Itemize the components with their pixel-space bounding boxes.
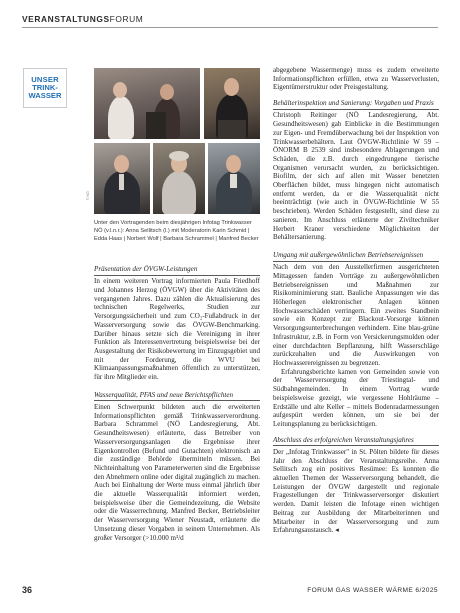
heading-rule [94,400,260,401]
paragraph: Christoph Reitinger (NÖ Landesregierung, Abt. Gesundheitswesen) gab Einblicke in die Bestimmungen zur Eigen- und Fremdüberwachung bei der Inspektion von Trinkwasserbehältern. Laut ÖVGW-Richtlinie W 59 – ÖNORM B 2539 sind insbesondere Ablagerungen und Schäden, die z.B. durch eingedrungene tierische Organismen verursacht wurden, zu berücksichtigen. Biofilm, der sich auf allen mit Wasser benetzten Oberflächen bildet, muss hingegen nicht automatisch entfernt werden, da er die Wasserqualität nicht beeinträchtigt (wie auch in ÖVGW-Richtlinie W 55 beschrieben). Werden Schäden festgestellt, sind diese zu sanieren. Im Anschluss erläuterte der Ziviltechniker Herbert Kraner verschiedene Möglichkeiten der Behältersanierung. [273,111,439,242]
photo-speaker-woman-2 [153,143,205,214]
paragraph: In einem weiteren Vortrag informierten Paula Friedhoff und Johannes Herzog (ÖVGW) über die Aktivitäten des vergangenen Jahres. Dazu zählen die Aktualisierung des technischen Regelwerks, Studien zur Versorgungssicherheit und zum CO₂-Fußabdruck in der Wasserversorgung sowie das ÖVGW-Benchmarking. Darüber hinaus setzte sich die Vereinigung in ihrer Funktion als Interessenvertretung beispielsweise bei der Ausgestaltung der Risikobewertung im Einzugsgebiet und mit der Forderung, die WVU bei Klimaanpassungsmaßnahmen öffentlich zu unterstützen, für ihre Mitglieder ein. [94,277,260,382]
photo-speakers-podium [94,68,200,139]
header-rule [22,27,438,28]
photo-credit: © NÖ [86,191,90,200]
paragraph: Nach dem von den Ausstellerfirmen ausgerichteten Mittagessen fanden Vorträge zu außergewöhnlichen Betriebsereignissen und Maßnahmen zur Risikominimierung statt. Bauliche Anpassungen wie das Höherlegen elektronischer Anlagen können Hochwasserschäden verringern. Ein zweites Standbein sowie ein Konzept zur Blackout-Vorsorge können Versorgungsunterbrechungen verhindern. Eine blau-grüne Infrastruktur, z.B. in Form von Versickerungsmulden oder einer durchdachten Bepflanzung, hilft Wasserschläge zurückzuhalten und die Auswirkungen von Hochwasserereignissen zu begrenzen. [273,263,439,367]
heading-rule [273,445,439,446]
page-number: 36 [22,585,33,595]
section-header: VERANSTALTUNGSFORUM [22,14,144,24]
right-column [273,66,439,535]
heading-rule [94,275,260,276]
heading-betriebsereignisse: Umgang mit außergewöhnlichen Betriebsereignissen [273,250,424,259]
unser-trinkwasser-logo [23,68,67,108]
photo-speaker-man-2 [208,143,260,214]
heading-rule [273,109,439,110]
paragraph: abgegebene Wassermenge) muss es zudem erweiterte Informationspflichten erfüllen, etwa zu Wasserverlusten, Eigentümerstruktur oder Preisgestaltung. [273,66,439,92]
logo-line-1: UNSER [31,75,59,84]
heading-oevgw-leistungen: Präsentation der ÖVGW-Leistungen [94,265,198,273]
photo-speaker-man-1 [94,143,150,214]
photo-caption: Unter den Vortragenden beim diesjährigen Infotag Trinkwasser NÖ (v.l.n.r.): Anna Sellitsch (l.) mit Moderatorin Karin Schmid | Edda Haas | Norbert Wolf | Barbara Schrammel | Manfred Becker [94,220,259,242]
heading-behaelterinspektion: Behälterinspektion und Sanierung: Vorgaben und Praxis [273,99,434,108]
paragraph: Erfahrungsberichte kamen von Gemeinden sowie von der Wasserversorgung der Triestingtal- und Südbahngemeinden. In einem Vortrag wurde beispielsweise gezeigt, wie vergessene Hohlräume – Erdställe und alte Keller – mittels Bodenradarmessungen aufgespürt werden können, um sie bei der Leitungsplanung zu berücksichtigen. [273,367,439,428]
publication-footer: FORUM GAS WASSER WÄRME 6/2025 [307,587,438,594]
photo-speaker-woman-1 [204,68,260,139]
paragraph: Einen Schwerpunkt bildeten auch die erweiterten Informationspflichten gemäß Trinkwasserverordnung. Barbara Schrammel (NÖ Landesregierung, Abt. Gesundheitswesen) erläuterte, dass Betreiber von Wasserversorgungsanlagen die Ergebnisse ihrer Eigenkontrollen (Befund und Gutachten) elektronisch an die zuständige Behörde übermitteln müssen. Bei Nichteinhaltung von Parameterwerten sind die Ergebnisse den Abnehmern online oder digital zugänglich zu machen. Auch bei Einhaltung der Werte muss einmal jährlich über die aktuelle Wasserqualität informiert werden, beispielsweise über die Gemeindezeitung, die Website oder die Wasserrechnung. Manfred Becker, Betriebsleiter der Wasserversorgung Wiener Neustadt, erläuterte die Umsetzung dieser Vorgaben in seinem Unternehmen. Als großer Versorger (>10.000 m³/d [94,403,260,542]
heading-rule [273,261,439,262]
logo-line-2: TRINK- [32,83,58,92]
left-column [94,265,260,542]
paragraph: Der „Infotag Trinkwasser" in St. Pölten bildete für dieses Jahr den Abschluss der Veranstaltungsreihe. Anna Sellitsch zog ein positives Resümee: Es konnten die aktuellen Themen der Wasserversorgung behandelt, die Leistungen der ÖVGW dargestellt und regionale Fragestellungen der Trinkwasserversorger diskutiert werden. Damit leisten die Infotage einen wichtigen Beitrag zur Ausbildung der Mitarbeiterinnen und Mitarbeiter in der Wasserversorgung und zum Erfahrungsaustausch. ◂ [273,447,439,535]
heading-wasserqualitaet: Wasserqualität, PFAS und neue Berichtspflichten [94,390,234,399]
heading-abschluss: Abschluss des erfolgreichen Veranstaltungsjahres [273,435,414,444]
logo-line-3: WASSER [28,91,62,100]
